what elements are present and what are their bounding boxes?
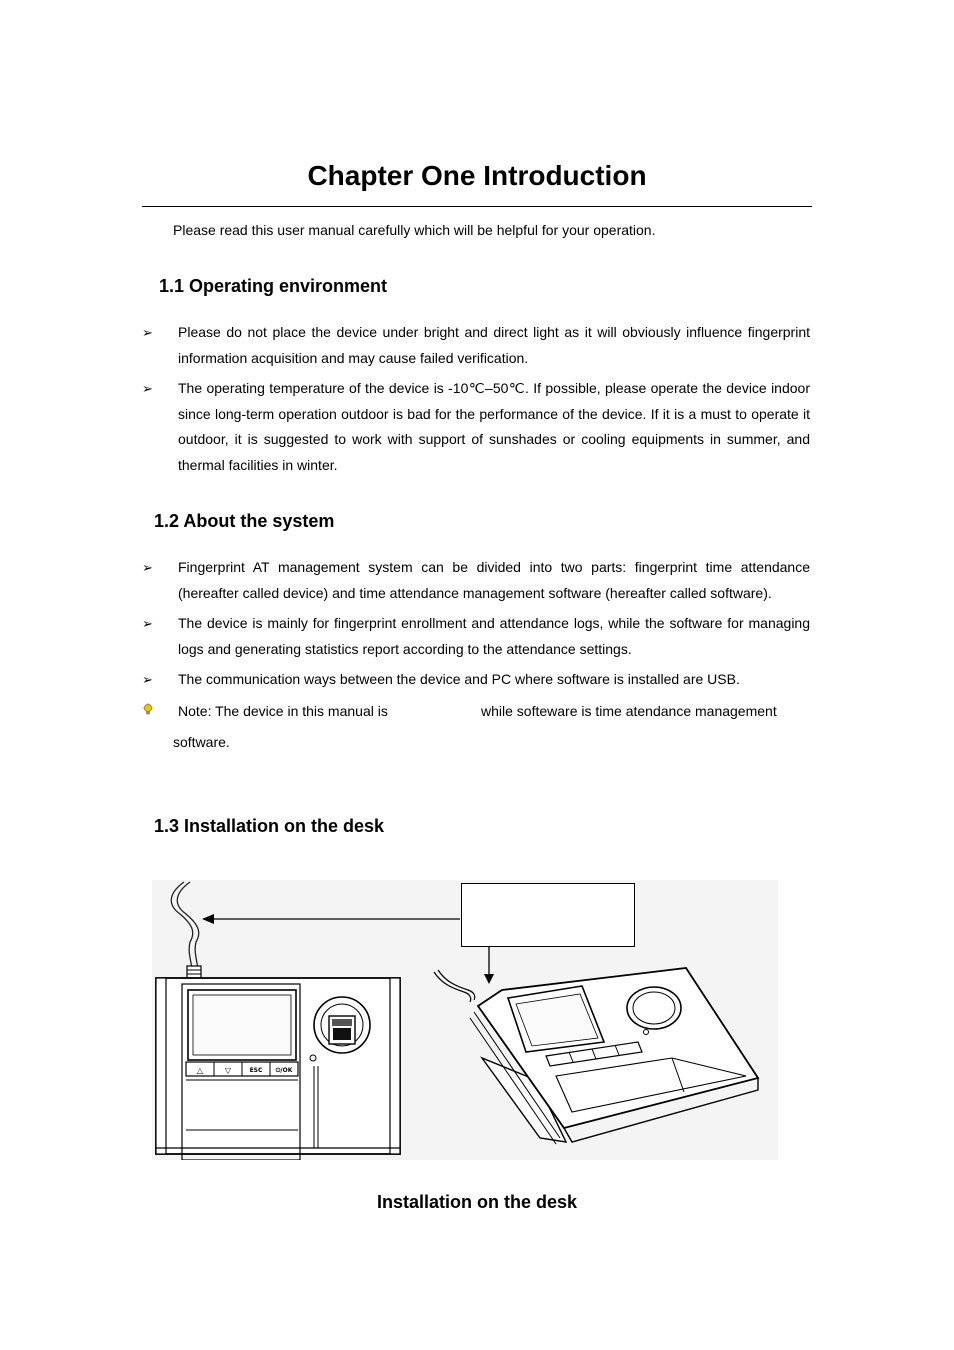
operating-environment-list bbox=[142, 320, 810, 483]
list-item bbox=[142, 667, 810, 693]
arrow-bullet-icon: ➢ bbox=[142, 616, 153, 631]
section-heading-operating-environment: 1.1 Operating environment bbox=[159, 276, 388, 296]
list-item-text: The device is mainly for fingerprint enrollment and attendance logs, while the software for managing logs and generating statistics report according to the attendance settings. bbox=[178, 615, 810, 657]
lightbulb-icon bbox=[142, 703, 154, 717]
list-item-text: Please do not place the device under bright and direct light as it will obviously influence fingerprint information acquisition and may cause failed verification. bbox=[178, 324, 810, 366]
title-divider bbox=[142, 206, 812, 207]
list-item-text: The communication ways between the device and PC where software is installed are USB. bbox=[178, 671, 740, 687]
list-item bbox=[142, 555, 810, 606]
key-down: ▽ bbox=[224, 1066, 232, 1075]
list-item bbox=[142, 376, 810, 478]
list-item bbox=[142, 320, 810, 371]
device-front-view bbox=[156, 978, 400, 1160]
key-esc: ESC bbox=[249, 1067, 263, 1074]
intro-paragraph: Please read this user manual carefully which will be helpful for your operation. bbox=[173, 222, 656, 238]
section-heading-about-system: 1.2 About the system bbox=[154, 511, 335, 531]
key-ok: ⏻/OK bbox=[275, 1067, 293, 1074]
note-text-tail: while softeware is time atendance management bbox=[481, 703, 777, 719]
arrow-bullet-icon: ➢ bbox=[142, 325, 153, 340]
list-item-text: The operating temperature of the device is -10℃–50℃. If possible, please operate the device indoor since long-term operation outdoor is bad for the performance of the device. If it is a must to operate it outdoor, it is suggested to work with support of sunshades or cooling equipments in summer, and thermal facilities in winter. bbox=[178, 380, 810, 473]
usb-connector bbox=[187, 966, 201, 978]
arrow-bullet-icon: ➢ bbox=[142, 381, 153, 396]
key-up: △ bbox=[196, 1066, 204, 1075]
note-text-lead: Note: The device in this manual is bbox=[178, 703, 388, 719]
note-text-end: software. bbox=[173, 734, 230, 750]
status-led bbox=[310, 1055, 316, 1061]
chapter-title: Chapter One Introduction bbox=[307, 160, 647, 191]
callout-box bbox=[461, 883, 635, 947]
arrow-bullet-icon: ➢ bbox=[142, 672, 153, 687]
arrow-bullet-icon: ➢ bbox=[142, 560, 153, 575]
figure-caption: Installation on the desk bbox=[376, 1192, 578, 1212]
section-heading-installation: 1.3 Installation on the desk bbox=[154, 816, 385, 836]
fingerprint-sensor-angled bbox=[627, 987, 681, 1029]
list-item bbox=[142, 611, 810, 662]
list-item-text: Fingerprint AT management system can be divided into two parts: fingerprint time attendance (hereafter called device) and time attendance management software (hereafter called software). bbox=[178, 559, 810, 601]
about-system-list bbox=[142, 555, 810, 698]
